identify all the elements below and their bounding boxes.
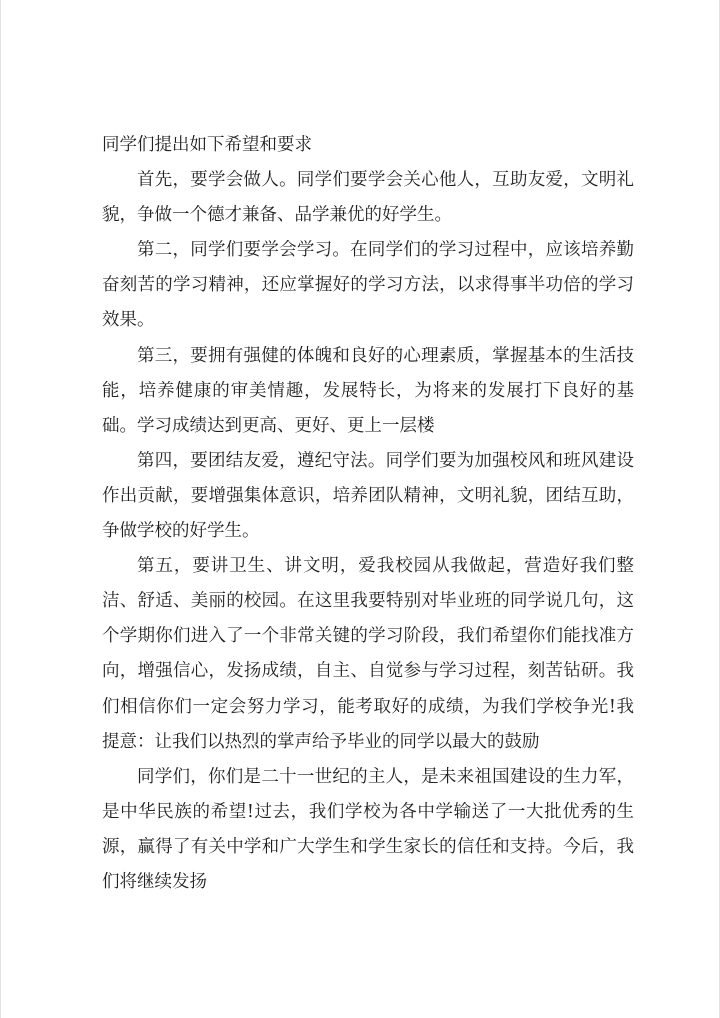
- paragraph-fourth: 第四，要团结友爱，遵纪守法。同学们要为加强校风和班风建设作出贡献，要增强集体意识，培养团队精神，文明礼貌，团结互助，争做学校的好学生。: [102, 450, 634, 542]
- paragraph-fifth: 第五，要讲卫生、讲文明，爱我校园从我做起，营造好我们整洁、舒适、美丽的校园。在这里我要特别对毕业班的同学说几句，这个学期你们进入了一个非常关键的学习阶段，我们希望你们能找准方向，增强信心，发扬成绩，自主、自觉参与学习过程，刻苦钻研。我们相信你们一定会努力学习，能考取好的成绩，为我们学校争光!我提意：让我们以热烈的掌声给予毕业的同学以最大的鼓励: [102, 556, 634, 752]
- document-body: [102, 128, 634, 900]
- paragraph-third: 第三，要拥有强健的体魄和良好的心理素质，掌握基本的生活技能，培养健康的审美情趣，发展特长，为将来的发展打下良好的基础。学习成绩达到更高、更好、更上一层楼: [102, 345, 634, 436]
- paragraph-first: 首先，要学会做人。同学们要学会关心他人，互助友爱，文明礼貌，争做一个德才兼备、品学兼优的好学生。: [102, 170, 634, 226]
- paragraph-second: 第二，同学们要学会学习。在同学们的学习过程中，应该培养勤奋刻苦的学习精神，还应掌握好的学习方法，以求得事半功倍的学习效果。: [102, 240, 634, 331]
- paragraph-closing: 同学们，你们是二十一世纪的主人，是未来祖国建设的生力军，是中华民族的希望!过去，我们学校为各中学输送了一大批优秀的生源，赢得了有关中学和广大学生和学生家长的信任和支持。今后，我们将继续发扬: [102, 766, 634, 892]
- paragraph-intro: 同学们提出如下希望和要求: [102, 135, 312, 155]
